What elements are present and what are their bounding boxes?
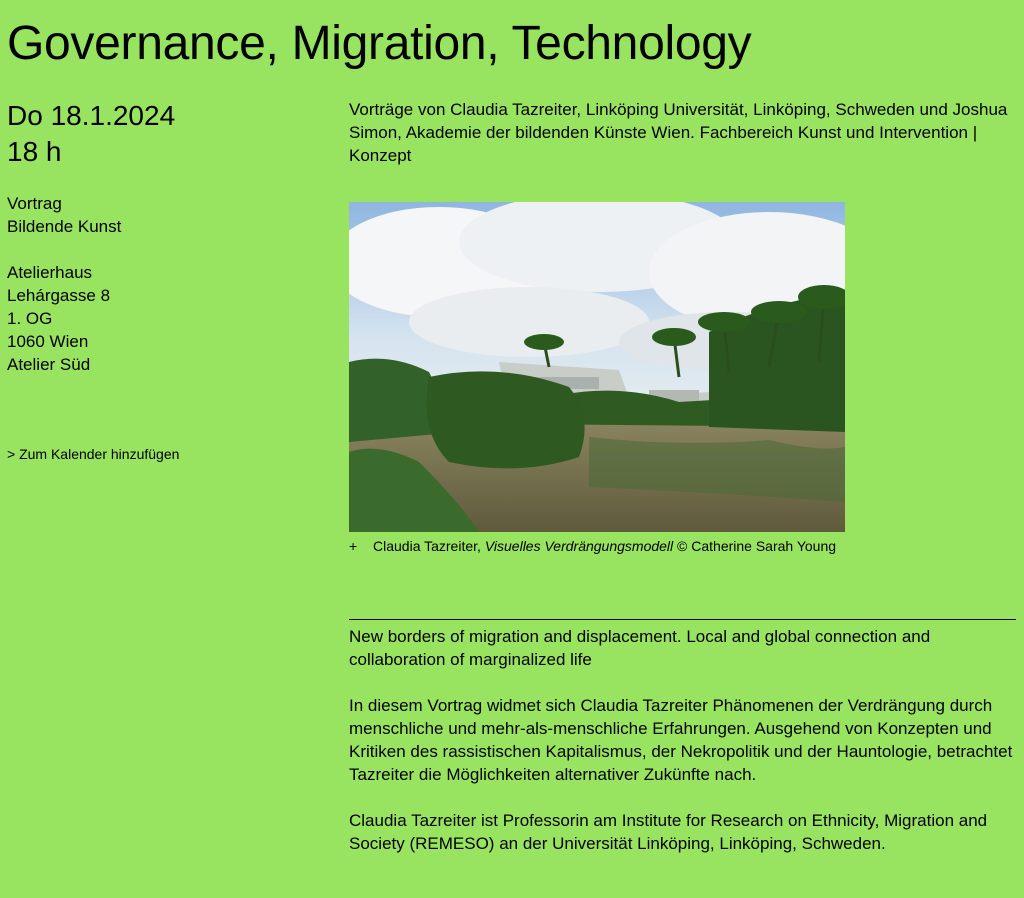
caption-credit: © Catherine Sarah Young — [673, 538, 837, 554]
event-date: Do 18.1.2024 — [7, 100, 176, 131]
location-street: Lehárgasse 8 — [7, 286, 111, 305]
intro-section — [349, 98, 1019, 167]
caption-text — [373, 537, 836, 555]
event-type: Vortrag — [7, 194, 62, 213]
section-divider — [349, 619, 1016, 620]
add-to-calendar-link[interactable]: > Zum Kalender hinzufügen — [7, 446, 180, 462]
page-title: Governance, Migration, Technology — [7, 17, 752, 70]
location-room: Atelier Süd — [7, 355, 91, 374]
location-city: 1060 Wien — [7, 332, 89, 351]
event-department: Bildende Kunst — [7, 217, 122, 236]
event-time: 18 h — [7, 136, 62, 167]
event-photo[interactable] — [349, 202, 845, 532]
event-meta — [7, 98, 327, 376]
description — [349, 625, 1019, 878]
caption-expand-icon[interactable]: + — [349, 538, 358, 554]
caption-title: Visuelles Verdrängungsmodell — [484, 538, 674, 554]
photo-caption — [349, 537, 849, 555]
paragraph-1: In diesem Vortrag widmet sich Claudia Tazreiter Phänomenen der Verdrängung durch menschliche und mehr-als-menschliche Erfahrungen. Ausgehend von Konzepten und Kritiken des rassistischen Kapitalismus, der Nekropolitik und der Hauntologie, betrachtet Tazreiter die Möglichkeiten alternativer Zukünfte nach. — [349, 696, 1013, 784]
location-building: Atelierhaus — [7, 263, 93, 282]
lead-text: New borders of migration and displacement. Local and global connection and collaboration of marginalized life — [349, 627, 931, 669]
paragraph-2: Claudia Tazreiter ist Professorin am Institute for Research on Ethnicity, Migration and Society (REMESO) an der Universität Linköping, Linköping, Schweden. — [349, 811, 988, 853]
location-floor: 1. OG — [7, 309, 53, 328]
intro-text: Vorträge von Claudia Tazreiter, Linköping Universität, Linköping, Schweden und Joshua Simon, Akademie der bildenden Künste Wien. Fachbereich Kunst und Intervention | Konzept — [349, 100, 1008, 165]
caption-author: Claudia Tazreiter, — [373, 538, 485, 554]
